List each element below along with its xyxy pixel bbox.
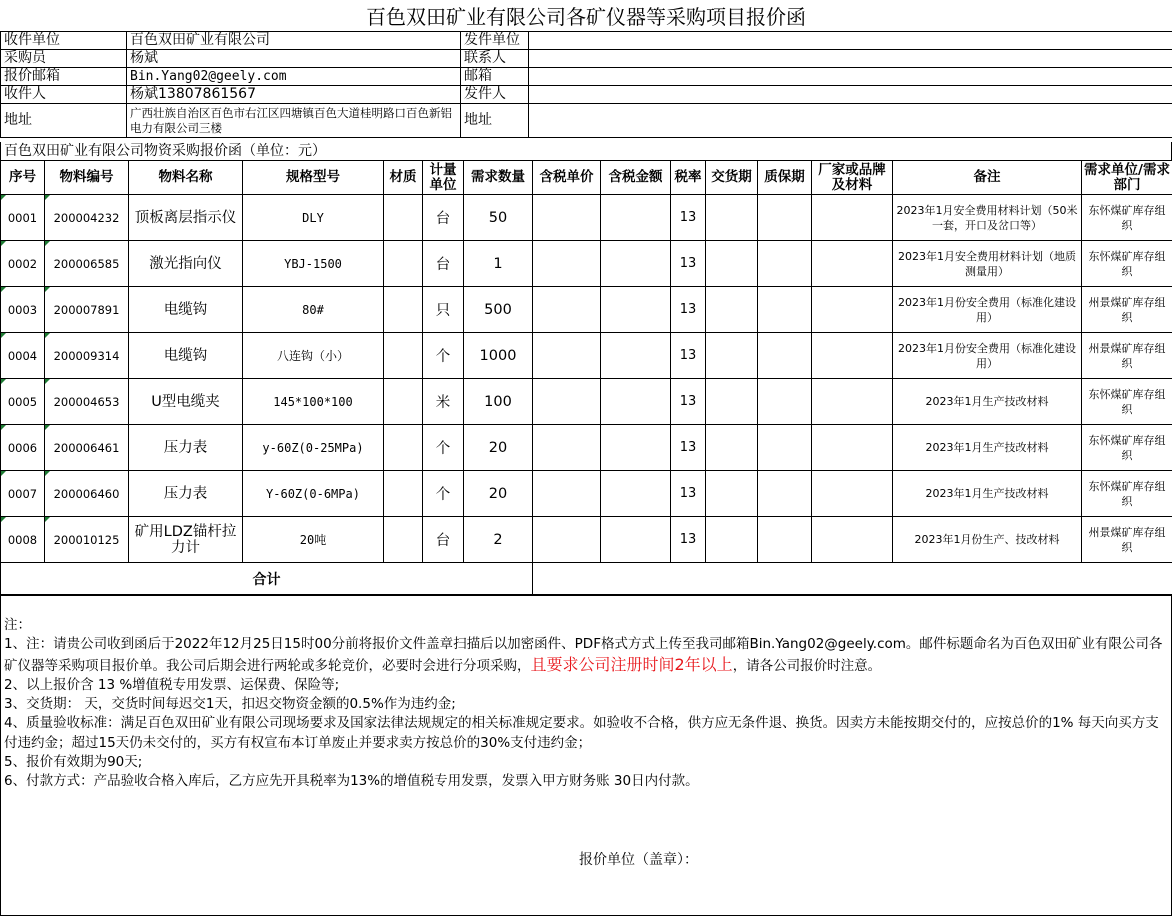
cell-tax-text: 13 (679, 210, 697, 225)
note-1 (4, 635, 1167, 676)
cell-remark (893, 241, 1082, 287)
cell-unit (423, 241, 464, 287)
note-5: 5、报价有效期为90天; (4, 754, 143, 771)
cell-warranty[interactable] (758, 333, 812, 379)
cell-warranty[interactable] (758, 425, 812, 471)
cell-amount[interactable] (601, 195, 671, 241)
cell-dept (1082, 333, 1172, 379)
page-title: 百色双田矿业有限公司各矿仪器等采购项目报价函 (366, 5, 806, 29)
cell-material[interactable] (384, 333, 423, 379)
cell-delivery[interactable] (706, 333, 758, 379)
cell-name-text: 压力表 (163, 439, 208, 456)
cell-seq-text: 0007 (7, 486, 38, 501)
cell-brand[interactable] (812, 471, 893, 517)
sender-label: 发件人 (461, 86, 529, 104)
col-name: 物料名称 (129, 161, 243, 195)
cell-delivery[interactable] (706, 287, 758, 333)
cell-dept (1082, 287, 1172, 333)
cell-warranty[interactable] (758, 517, 812, 563)
cell-name-text: 顶板离层指示仪 (134, 209, 237, 226)
table-row (1, 471, 1172, 517)
cell-unit-text: 个 (435, 441, 451, 457)
cell-amount[interactable] (601, 287, 671, 333)
col-qty: 需求数量 (464, 161, 533, 195)
cell-warranty[interactable] (758, 195, 812, 241)
notes-section (0, 594, 1172, 916)
cell-amount[interactable] (601, 333, 671, 379)
cell-seq (1, 517, 45, 563)
cell-amount[interactable] (601, 241, 671, 287)
cell-code-text: 200004232 (53, 210, 120, 225)
cell-unit-text: 台 (435, 533, 451, 549)
cell-material[interactable] (384, 471, 423, 517)
cell-dept (1082, 241, 1172, 287)
cell-dept (1082, 471, 1172, 517)
cell-dept-text: 东怀煤矿库存组织 (1088, 249, 1166, 278)
cell-code-text: 200006461 (53, 440, 120, 455)
cell-dept (1082, 195, 1172, 241)
cell-warranty[interactable] (758, 471, 812, 517)
cell-seq (1, 379, 45, 425)
cell-remark-text: 2023年1月份生产、技改材料 (914, 533, 1060, 546)
info-table (0, 31, 1172, 138)
cell-name-text: 电缆钩 (163, 301, 208, 318)
table-row (1, 195, 1172, 241)
cell-qty-text: 1 (493, 255, 503, 272)
col-material: 材质 (384, 161, 423, 195)
cell-code-text: 200006460 (53, 486, 120, 501)
cell-marker-icon (1, 425, 6, 430)
cell-brand[interactable] (812, 195, 893, 241)
cell-qty-text: 2 (493, 531, 503, 548)
cell-unit-text: 台 (435, 211, 451, 227)
cell-qty-text: 100 (484, 393, 512, 410)
note-4: 4、质量验收标准：满足百色双田矿业有限公司现场要求及国家法律法规规定的相关标准规定要求。如验收不合格，供方应无条件退、换货。因卖方未能按期交付的，应按总价的1% 每天向买方支付违约金；超过15天仍未交付的，买方有权宣布本订单废止并要求卖方按总价的30%支付违约金； (4, 715, 1159, 751)
cell-unit-text: 只 (435, 303, 451, 319)
cell-name (129, 195, 243, 241)
cell-marker-icon (45, 241, 50, 246)
table-row (1, 379, 1172, 425)
cell-seq-text: 0005 (7, 394, 38, 409)
cell-seq-text: 0004 (7, 348, 38, 363)
cell-seq-text: 0006 (7, 440, 38, 455)
cell-name (129, 333, 243, 379)
cell-name (129, 241, 243, 287)
cell-unit (423, 333, 464, 379)
recipient-company-value: 百色双田矿业有限公司 (127, 32, 461, 50)
table-row (1, 333, 1172, 379)
cell-marker-icon (1, 287, 6, 292)
cell-unit (423, 517, 464, 563)
cell-tax (671, 333, 706, 379)
total-label: 合计 (1, 563, 533, 596)
cell-delivery[interactable] (706, 425, 758, 471)
cell-qty-text: 20 (488, 439, 508, 456)
note-6: 6、付款方式：产品验收合格入库后，乙方应先开具税率为13%的增值税专用发票，发票入甲方财务账 30日内付款。 (4, 773, 699, 790)
cell-brand[interactable] (812, 517, 893, 563)
cell-tax-text: 13 (679, 440, 697, 455)
table-row (1, 517, 1172, 563)
sender-value[interactable] (529, 86, 1172, 104)
sender-address-label: 地址 (461, 104, 529, 138)
note-1-text-b: ，请各公司报价时注意。 (732, 657, 882, 674)
cell-name-text: 压力表 (163, 485, 208, 502)
cell-name-text: 电缆钩 (163, 347, 208, 364)
cell-code (45, 517, 129, 563)
cell-dept (1082, 379, 1172, 425)
table-header-row (1, 161, 1172, 195)
cell-code-text: 200006585 (53, 256, 120, 271)
cell-unit-text: 个 (435, 349, 451, 365)
buyer-value: 杨斌 (127, 50, 461, 68)
col-brand: 厂家或品牌及材料 (812, 161, 893, 195)
cell-name (129, 517, 243, 563)
cell-dept (1082, 425, 1172, 471)
quote-email-label: 报价邮箱 (1, 68, 127, 86)
cell-spec-text: 八连钩（小） (276, 349, 349, 363)
cell-unit (423, 195, 464, 241)
col-unit: 计量单位 (423, 161, 464, 195)
cell-price[interactable] (533, 425, 601, 471)
cell-spec-text: DLY (302, 210, 324, 225)
cell-dept-text: 东怀煤矿库存组织 (1088, 387, 1166, 416)
cell-tax (671, 517, 706, 563)
cell-delivery[interactable] (706, 241, 758, 287)
cell-qty-text: 50 (488, 209, 508, 226)
col-code: 物料编号 (45, 161, 129, 195)
cell-marker-icon (1, 379, 6, 384)
cell-remark-text: 2023年1月份安全费用（标准化建设用） (898, 295, 1076, 324)
cell-unit (423, 425, 464, 471)
cell-delivery[interactable] (706, 379, 758, 425)
cell-amount[interactable] (601, 379, 671, 425)
cell-qty (464, 425, 533, 471)
total-value[interactable] (533, 563, 1172, 596)
cell-unit (423, 287, 464, 333)
cell-tax-text: 13 (679, 256, 697, 271)
cell-tax-text: 13 (679, 394, 697, 409)
col-delivery: 交货期 (706, 161, 758, 195)
cell-seq (1, 425, 45, 471)
total-row (1, 563, 1172, 596)
cell-tax (671, 471, 706, 517)
cell-qty (464, 379, 533, 425)
cell-dept-text: 东怀煤矿库存组织 (1088, 433, 1166, 462)
col-amount: 含税金额 (601, 161, 671, 195)
cell-dept-text: 东怀煤矿库存组织 (1088, 203, 1166, 232)
cell-amount[interactable] (601, 471, 671, 517)
receiver-value: 杨斌13807861567 (127, 86, 461, 104)
items-table (0, 160, 1172, 596)
cell-name (129, 287, 243, 333)
cell-qty-text: 1000 (479, 347, 517, 364)
cell-brand[interactable] (812, 379, 893, 425)
cell-code-text: 200004653 (53, 394, 120, 409)
cell-dept-text: 东怀煤矿库存组织 (1088, 479, 1166, 508)
cell-unit-text: 米 (435, 395, 451, 411)
cell-remark-text: 2023年1月生产技改材料 (925, 487, 1049, 500)
cell-qty (464, 241, 533, 287)
receiver-label: 收件人 (1, 86, 127, 104)
cell-marker-icon (45, 471, 50, 476)
cell-qty (464, 195, 533, 241)
cell-marker-icon (45, 195, 50, 200)
col-warranty: 质保期 (758, 161, 812, 195)
table-row (1, 287, 1172, 333)
cell-code (45, 287, 129, 333)
cell-price[interactable] (533, 379, 601, 425)
cell-seq (1, 287, 45, 333)
cell-qty-text: 20 (488, 485, 508, 502)
cell-warranty[interactable] (758, 241, 812, 287)
col-dept: 需求单位/需求部门 (1082, 161, 1172, 195)
cell-spec-text: Y-60Z(0-6MPa) (266, 486, 360, 501)
cell-qty-text: 500 (484, 301, 512, 318)
cell-unit-text: 台 (435, 257, 451, 273)
cell-price[interactable] (533, 517, 601, 563)
cell-remark (893, 471, 1082, 517)
buyer-label: 采购员 (1, 50, 127, 68)
cell-remark (893, 333, 1082, 379)
cell-seq (1, 195, 45, 241)
cell-name-text: U型电缆夹 (151, 393, 220, 410)
cell-price[interactable] (533, 333, 601, 379)
cell-remark-text: 2023年1月安全费用材料计划（地质测量用） (898, 249, 1076, 278)
address-label: 地址 (1, 104, 127, 138)
cell-material[interactable] (384, 517, 423, 563)
cell-spec-text: 20吨 (299, 533, 327, 547)
cell-tax (671, 195, 706, 241)
cell-marker-icon (45, 287, 50, 292)
cell-seq-text: 0003 (7, 302, 38, 317)
cell-seq-text: 0002 (7, 256, 38, 271)
cell-remark (893, 425, 1082, 471)
note-1-highlight: 且要求公司注册时间2年以上 (530, 654, 733, 674)
cell-marker-icon (1, 241, 6, 246)
cell-material[interactable] (384, 425, 423, 471)
cell-spec (243, 425, 384, 471)
recipient-company-label: 收件单位 (1, 32, 127, 50)
cell-code-text: 200009314 (53, 348, 120, 363)
cell-spec (243, 333, 384, 379)
email-label: 邮箱 (461, 68, 529, 86)
cell-marker-icon (45, 333, 50, 338)
cell-tax-text: 13 (679, 348, 697, 363)
cell-name (129, 379, 243, 425)
cell-name (129, 471, 243, 517)
cell-spec (243, 517, 384, 563)
cell-marker-icon (1, 333, 6, 338)
cell-seq-text: 0008 (7, 532, 38, 547)
cell-code (45, 425, 129, 471)
cell-unit (423, 379, 464, 425)
cell-price[interactable] (533, 241, 601, 287)
cell-unit (423, 471, 464, 517)
note-3: 3、交货期： 天，交货时间每迟交1天，扣迟交物资金额的0.5%作为违约金; (4, 696, 456, 713)
cell-brand[interactable] (812, 425, 893, 471)
cell-code (45, 471, 129, 517)
cell-unit-text: 个 (435, 487, 451, 503)
cell-brand[interactable] (812, 241, 893, 287)
cell-seq (1, 241, 45, 287)
col-tax: 税率 (671, 161, 706, 195)
note-2: 2、以上报价含 13 %增值税专用发票、运保费、保险等; (4, 676, 340, 693)
cell-spec (243, 195, 384, 241)
col-remark: 备注 (893, 161, 1082, 195)
sender-company-label: 发件单位 (461, 32, 529, 50)
cell-remark (893, 195, 1082, 241)
table-subtitle: 百色双田矿业有限公司物资采购报价函（单位：元） (0, 142, 1172, 160)
cell-name (129, 425, 243, 471)
cell-seq (1, 333, 45, 379)
cell-tax (671, 241, 706, 287)
cell-remark-text: 2023年1月生产技改材料 (925, 395, 1049, 408)
cell-spec (243, 287, 384, 333)
cell-dept-text: 州景煤矿库存组织 (1088, 295, 1166, 324)
cell-price[interactable] (533, 471, 601, 517)
cell-tax-text: 13 (679, 302, 697, 317)
cell-dept-text: 州景煤矿库存组织 (1088, 341, 1166, 370)
cell-name-text: 激光指向仪 (149, 255, 222, 272)
cell-material[interactable] (384, 195, 423, 241)
cell-delivery[interactable] (706, 517, 758, 563)
cell-seq (1, 471, 45, 517)
cell-spec-text: 145*100*100 (273, 394, 353, 409)
cell-spec (243, 241, 384, 287)
cell-remark-text: 2023年1月份安全费用（标准化建设用） (898, 341, 1076, 370)
cell-code-text: 200010125 (53, 532, 120, 547)
contact-label: 联系人 (461, 50, 529, 68)
cell-spec-text: YBJ-1500 (284, 256, 342, 271)
cell-amount[interactable] (601, 517, 671, 563)
cell-marker-icon (45, 425, 50, 430)
cell-tax (671, 287, 706, 333)
cell-tax-text: 13 (679, 532, 697, 547)
cell-qty (464, 517, 533, 563)
cell-warranty[interactable] (758, 379, 812, 425)
stamp-label: 报价单位（盖章）： (579, 852, 698, 868)
cell-code-text: 200007891 (53, 302, 120, 317)
cell-brand[interactable] (812, 287, 893, 333)
note-1-text-a: 1、注：请贵公司收到函后于2022年12月25日15时00分前将报价文件盖章扫描后以加密函件、PDF格式方式上传至我司邮箱Bin.Yang02@geely.com。邮件标题命名为百色双田矿业有限公司各矿仪器等采购项目报价单。我公司后期会进行两轮或多轮竞价，必要时会进行分项采购， (4, 636, 1163, 674)
contact-value[interactable] (529, 50, 1172, 68)
col-spec: 规格型号 (243, 161, 384, 195)
cell-remark (893, 379, 1082, 425)
cell-spec (243, 471, 384, 517)
cell-material[interactable] (384, 287, 423, 333)
cell-price[interactable] (533, 195, 601, 241)
email-value[interactable] (529, 68, 1172, 86)
cell-marker-icon (1, 517, 6, 522)
cell-seq-text: 0001 (7, 210, 38, 225)
cell-code (45, 195, 129, 241)
sender-address-value[interactable] (529, 104, 1172, 138)
table-row (1, 425, 1172, 471)
cell-qty (464, 471, 533, 517)
table-row (1, 241, 1172, 287)
cell-price[interactable] (533, 287, 601, 333)
cell-warranty[interactable] (758, 287, 812, 333)
cell-marker-icon (1, 471, 6, 476)
cell-name-text: 矿用LDZ锚杆拉力计 (134, 523, 237, 556)
cell-brand[interactable] (812, 333, 893, 379)
quote-email-value: Bin.Yang02@geely.com (127, 68, 461, 86)
cell-marker-icon (45, 379, 50, 384)
sender-company-value[interactable] (529, 32, 1172, 50)
cell-remark (893, 517, 1082, 563)
cell-amount[interactable] (601, 425, 671, 471)
cell-tax-text: 13 (679, 486, 697, 501)
col-seq: 序号 (1, 161, 45, 195)
cell-material[interactable] (384, 241, 423, 287)
cell-remark-text: 2023年1月生产技改材料 (925, 441, 1049, 454)
cell-spec-text: y-60Z(0-25MPa) (262, 440, 364, 455)
cell-qty (464, 287, 533, 333)
cell-material[interactable] (384, 379, 423, 425)
cell-remark-text: 2023年1月安全费用材料计划（50米一套，开口及岔口等） (896, 203, 1078, 232)
cell-dept-text: 州景煤矿库存组织 (1088, 525, 1166, 554)
cell-delivery[interactable] (706, 195, 758, 241)
col-price: 含税单价 (533, 161, 601, 195)
cell-spec-text: 80# (302, 302, 324, 317)
cell-remark (893, 287, 1082, 333)
cell-qty (464, 333, 533, 379)
cell-code (45, 379, 129, 425)
cell-code (45, 241, 129, 287)
cell-tax (671, 425, 706, 471)
cell-marker-icon (1, 195, 6, 200)
cell-spec (243, 379, 384, 425)
cell-delivery[interactable] (706, 471, 758, 517)
cell-tax (671, 379, 706, 425)
cell-marker-icon (45, 517, 50, 522)
notes-heading: 注： (4, 617, 31, 633)
cell-code (45, 333, 129, 379)
address-value: 广西壮族自治区百色市右江区四塘镇百色大道桂明路口百色新铝电力有限公司三楼 (127, 104, 461, 138)
cell-dept (1082, 517, 1172, 563)
